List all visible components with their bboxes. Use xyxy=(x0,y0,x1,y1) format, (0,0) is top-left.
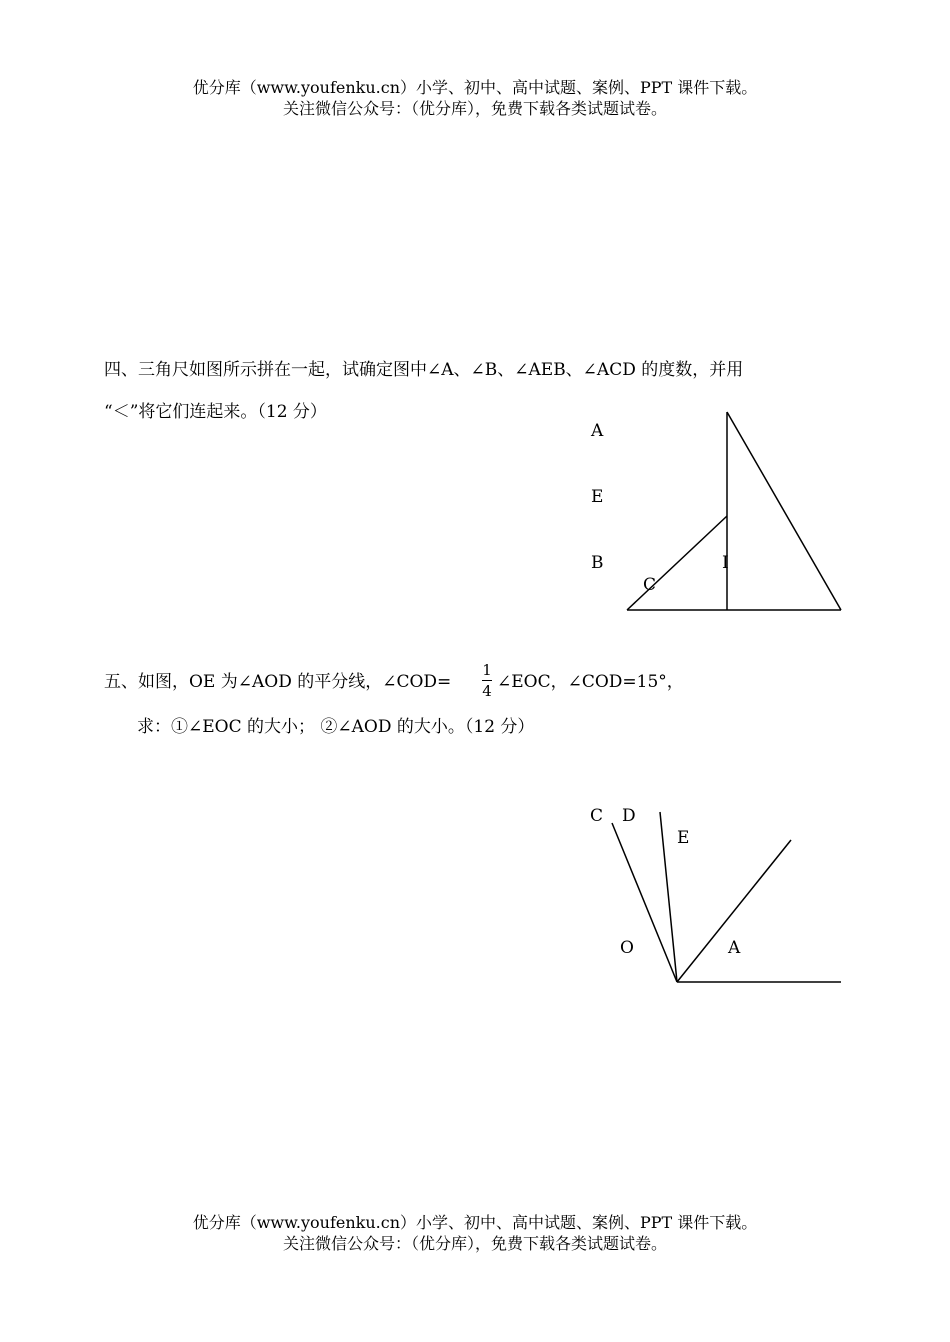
q5-fraction-denominator: 4 xyxy=(482,682,492,700)
header-line-2: 关注微信公众号：（优分库），免费下载各类试题试卷。 xyxy=(282,99,667,118)
q4-label-b: B xyxy=(591,553,604,573)
q4-label-c: C xyxy=(643,575,657,595)
q4-hypotenuse-right xyxy=(727,412,841,610)
q5-label-a: A xyxy=(728,938,741,958)
header-line-1: 优分库（www.youfenku.cn）小学、初中、高中试题、案例、PPT 课件下载。 xyxy=(192,78,758,97)
q5-ray-oc xyxy=(612,823,677,982)
q5-fraction-bar xyxy=(482,680,492,681)
q5-label-e: E xyxy=(677,828,690,848)
q4-label-d: I xyxy=(722,553,729,573)
q5-label-d: D xyxy=(622,806,636,826)
q5-label-o: O xyxy=(620,938,634,958)
q5-text-line-1b: ∠EOC，∠COD=15°， xyxy=(497,672,684,692)
q5-text-line-1a: 五、如图，OE 为∠AOD 的平分线，∠COD= xyxy=(104,672,452,692)
q4-text-line-2: “＜”将它们连起来。（12 分） xyxy=(104,402,327,422)
q4-small-hypotenuse xyxy=(627,516,727,610)
q5-text-line-2: 求：①∠EOC 的大小； ②∠AOD 的大小。（12 分） xyxy=(137,717,535,737)
q4-label-a: A xyxy=(591,421,604,441)
q4-text-line-1: 四、三角尺如图所示拼在一起，试确定图中∠A、∠B、∠AEB、∠ACD 的度数，并用 xyxy=(104,360,744,380)
q5-ray-oe xyxy=(677,840,791,982)
q5-ray-od xyxy=(660,812,677,982)
q5-fraction xyxy=(479,662,495,699)
q5-fraction-numerator: 1 xyxy=(482,661,492,679)
footer-line-1: 优分库（www.youfenku.cn）小学、初中、高中试题、案例、PPT 课件下载。 xyxy=(192,1213,758,1232)
footer-line-2: 关注微信公众号：（优分库），免费下载各类试题试卷。 xyxy=(282,1234,667,1253)
q4-label-e: E xyxy=(591,487,604,507)
q5-label-c: C xyxy=(590,806,604,826)
